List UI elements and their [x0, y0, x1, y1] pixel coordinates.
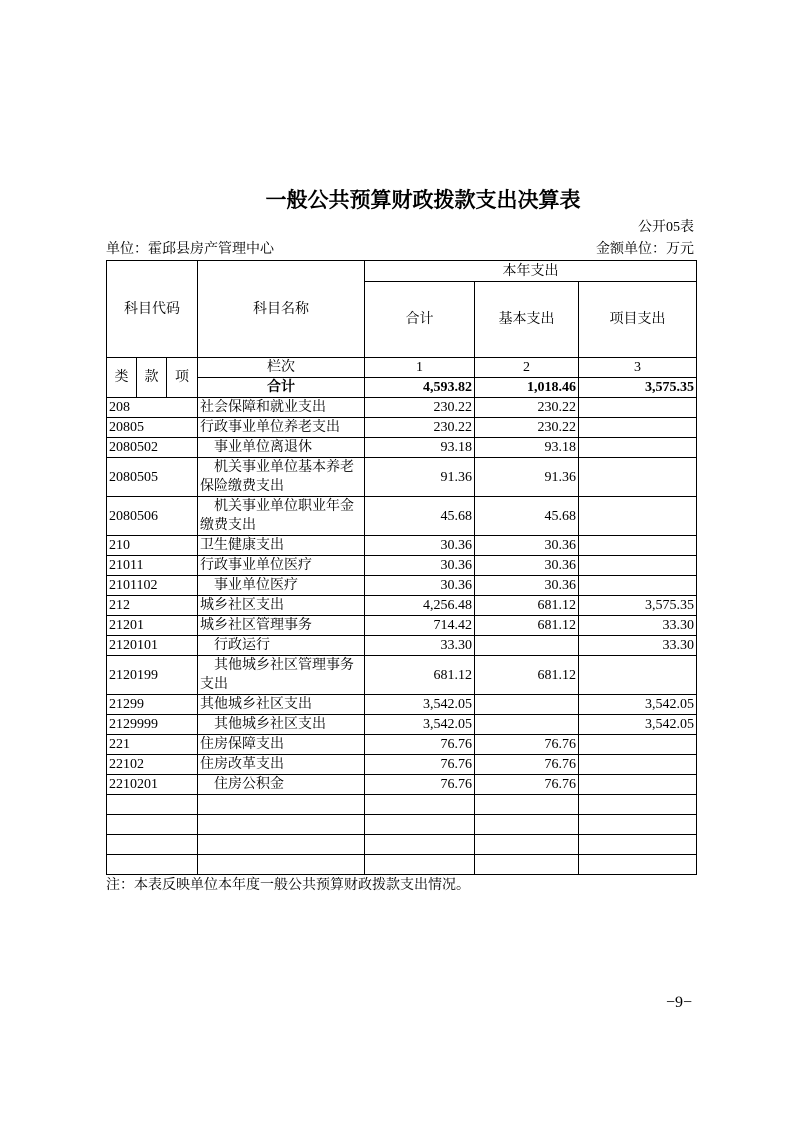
- cell-basic-expenditure: 76.76: [475, 775, 579, 795]
- cell-project-expenditure: [579, 735, 697, 755]
- cell-basic-expenditure: 30.36: [475, 536, 579, 556]
- page-title: 一般公共预算财政拨款支出决算表: [265, 187, 581, 212]
- cell-total: 4,256.48: [365, 596, 475, 616]
- blank-cell: [107, 815, 198, 835]
- table-row: [107, 616, 697, 636]
- blank-cell: [198, 795, 365, 815]
- header-total: 合计: [365, 282, 475, 358]
- header-lei: 类: [107, 358, 137, 398]
- table-body: [107, 398, 697, 795]
- table-row: [107, 556, 697, 576]
- cell-total: 76.76: [365, 775, 475, 795]
- cell-project-expenditure: [579, 458, 697, 497]
- cell-total: 30.36: [365, 556, 475, 576]
- cell-subject-name: 城乡社区管理事务: [198, 616, 365, 636]
- cell-project-expenditure: 33.30: [579, 636, 697, 656]
- cell-total: 230.22: [365, 398, 475, 418]
- table-row: [107, 398, 697, 418]
- cell-basic-expenditure: 230.22: [475, 418, 579, 438]
- cell-subject-code: 21201: [107, 616, 198, 636]
- cell-basic-expenditure: 45.68: [475, 497, 579, 536]
- cell-basic-expenditure: 681.12: [475, 616, 579, 636]
- column-number-row: [107, 358, 697, 378]
- cell-project-expenditure: [579, 576, 697, 596]
- header-current-year: 本年支出: [365, 261, 697, 282]
- cell-basic-expenditure: 230.22: [475, 398, 579, 418]
- blank-cell: [475, 855, 579, 875]
- blank-cell: [198, 855, 365, 875]
- blank-cell: [579, 815, 697, 835]
- blank-cell: [365, 855, 475, 875]
- cell-subject-code: 20805: [107, 418, 198, 438]
- cell-basic-expenditure: 30.36: [475, 576, 579, 596]
- cell-total: 33.30: [365, 636, 475, 656]
- cell-basic-expenditure: 93.18: [475, 438, 579, 458]
- cell-subject-code: 21011: [107, 556, 198, 576]
- table-row: [107, 458, 697, 497]
- cell-total: 681.12: [365, 656, 475, 695]
- cell-total: 45.68: [365, 497, 475, 536]
- table-row: [107, 536, 697, 556]
- cell-project-expenditure: [579, 438, 697, 458]
- cell-total: 30.36: [365, 536, 475, 556]
- cell-basic-expenditure: [475, 636, 579, 656]
- header-kuan: 款: [137, 358, 167, 398]
- cell-subject-name: 行政运行: [198, 636, 365, 656]
- cell-subject-name: 其他城乡社区支出: [198, 715, 365, 735]
- amount-unit-label: 金额单位：万元: [596, 242, 694, 257]
- cell-subject-name: 住房公积金: [198, 775, 365, 795]
- header-basic-expenditure: 基本支出: [475, 282, 579, 358]
- cell-subject-code: 221: [107, 735, 198, 755]
- blank-cell: [579, 855, 697, 875]
- cell-subject-code: 2080506: [107, 497, 198, 536]
- cell-project-expenditure: [579, 755, 697, 775]
- cell-total: 230.22: [365, 418, 475, 438]
- cell-total: 3,542.05: [365, 715, 475, 735]
- table-row: [107, 755, 697, 775]
- table-row: [107, 735, 697, 755]
- column-no-2: 2: [475, 358, 579, 378]
- table-header: [107, 261, 697, 398]
- cell-basic-expenditure: 91.36: [475, 458, 579, 497]
- table-row: [107, 715, 697, 735]
- cell-project-expenditure: [579, 536, 697, 556]
- blank-cell: [475, 795, 579, 815]
- blank-cell: [475, 835, 579, 855]
- blank-row: [107, 795, 697, 815]
- cell-subject-name: 机关事业单位基本养老保险缴费支出: [198, 458, 365, 497]
- totals-basic: 1,018.46: [475, 378, 579, 398]
- blank-cell: [365, 815, 475, 835]
- cell-basic-expenditure: [475, 715, 579, 735]
- cell-subject-name: 城乡社区支出: [198, 596, 365, 616]
- cell-total: 30.36: [365, 576, 475, 596]
- header-xiang: 项: [167, 358, 198, 398]
- cell-project-expenditure: [579, 775, 697, 795]
- cell-subject-name: 机关事业单位职业年金缴费支出: [198, 497, 365, 536]
- unit-label: 单位：霍邱县房产管理中心: [106, 242, 274, 257]
- header-subject-code: 科目代码: [107, 261, 198, 358]
- cell-subject-code: 2210201: [107, 775, 198, 795]
- cell-basic-expenditure: 76.76: [475, 755, 579, 775]
- table-row: [107, 418, 697, 438]
- table-row: [107, 695, 697, 715]
- cell-project-expenditure: [579, 398, 697, 418]
- footnote: 注：本表反映单位本年度一般公共预算财政拨款支出情况。: [106, 878, 470, 893]
- cell-subject-name: 事业单位医疗: [198, 576, 365, 596]
- cell-subject-code: 2120101: [107, 636, 198, 656]
- cell-total: 3,542.05: [365, 695, 475, 715]
- cell-subject-code: 2129999: [107, 715, 198, 735]
- blank-cell: [579, 795, 697, 815]
- header-row: [107, 261, 697, 282]
- blank-cell: [475, 815, 579, 835]
- cell-total: 76.76: [365, 735, 475, 755]
- blank-cell: [365, 835, 475, 855]
- blank-cell: [365, 795, 475, 815]
- header-project-expenditure: 项目支出: [579, 282, 697, 358]
- table-row: [107, 596, 697, 616]
- cell-subject-name: 住房改革支出: [198, 755, 365, 775]
- table-row: [107, 636, 697, 656]
- cell-project-expenditure: 3,542.05: [579, 715, 697, 735]
- cell-subject-name: 其他城乡社区支出: [198, 695, 365, 715]
- blank-cell: [198, 815, 365, 835]
- table-row: [107, 576, 697, 596]
- cell-subject-name: 行政事业单位养老支出: [198, 418, 365, 438]
- cell-basic-expenditure: [475, 695, 579, 715]
- cell-subject-name: 行政事业单位医疗: [198, 556, 365, 576]
- cell-total: 91.36: [365, 458, 475, 497]
- cell-subject-name: 其他城乡社区管理事务支出: [198, 656, 365, 695]
- cell-subject-code: 2101102: [107, 576, 198, 596]
- blank-row: [107, 835, 697, 855]
- cell-basic-expenditure: 681.12: [475, 596, 579, 616]
- cell-basic-expenditure: 76.76: [475, 735, 579, 755]
- blank-cell: [107, 795, 198, 815]
- cell-total: 714.42: [365, 616, 475, 636]
- totals-label: 合计: [198, 378, 365, 398]
- cell-subject-name: 事业单位离退休: [198, 438, 365, 458]
- table-row: [107, 656, 697, 695]
- blank-row: [107, 855, 697, 875]
- cell-project-expenditure: [579, 418, 697, 438]
- cell-subject-name: 住房保障支出: [198, 735, 365, 755]
- totals-project: 3,575.35: [579, 378, 697, 398]
- blank-row: [107, 815, 697, 835]
- cell-project-expenditure: [579, 656, 697, 695]
- cell-subject-name: 社会保障和就业支出: [198, 398, 365, 418]
- cell-project-expenditure: 33.30: [579, 616, 697, 636]
- cell-subject-name: 卫生健康支出: [198, 536, 365, 556]
- cell-subject-code: 21299: [107, 695, 198, 715]
- page-number: −9−: [665, 994, 692, 1011]
- table-row: [107, 438, 697, 458]
- cell-total: 76.76: [365, 755, 475, 775]
- blank-cell: [579, 835, 697, 855]
- totals-total: 4,593.82: [365, 378, 475, 398]
- cell-subject-code: 208: [107, 398, 198, 418]
- header-subject-name: 科目名称: [198, 261, 365, 358]
- cell-project-expenditure: [579, 497, 697, 536]
- blank-cell: [107, 835, 198, 855]
- table-row: [107, 497, 697, 536]
- column-no-1: 1: [365, 358, 475, 378]
- blank-cell: [107, 855, 198, 875]
- cell-basic-expenditure: 30.36: [475, 556, 579, 576]
- cell-project-expenditure: 3,575.35: [579, 596, 697, 616]
- table-row: [107, 775, 697, 795]
- cell-subject-code: 2080505: [107, 458, 198, 497]
- blank-cell: [198, 835, 365, 855]
- cell-subject-code: 22102: [107, 755, 198, 775]
- cell-basic-expenditure: 681.12: [475, 656, 579, 695]
- expenditure-table: [106, 260, 697, 875]
- cell-subject-code: 212: [107, 596, 198, 616]
- cell-project-expenditure: [579, 556, 697, 576]
- cell-subject-code: 2080502: [107, 438, 198, 458]
- column-no-3: 3: [579, 358, 697, 378]
- cell-subject-code: 2120199: [107, 656, 198, 695]
- form-code: 公开05表: [638, 220, 694, 235]
- cell-total: 93.18: [365, 438, 475, 458]
- cell-project-expenditure: 3,542.05: [579, 695, 697, 715]
- header-column-no: 栏次: [198, 358, 365, 378]
- blank-rows: [107, 795, 697, 875]
- cell-subject-code: 210: [107, 536, 198, 556]
